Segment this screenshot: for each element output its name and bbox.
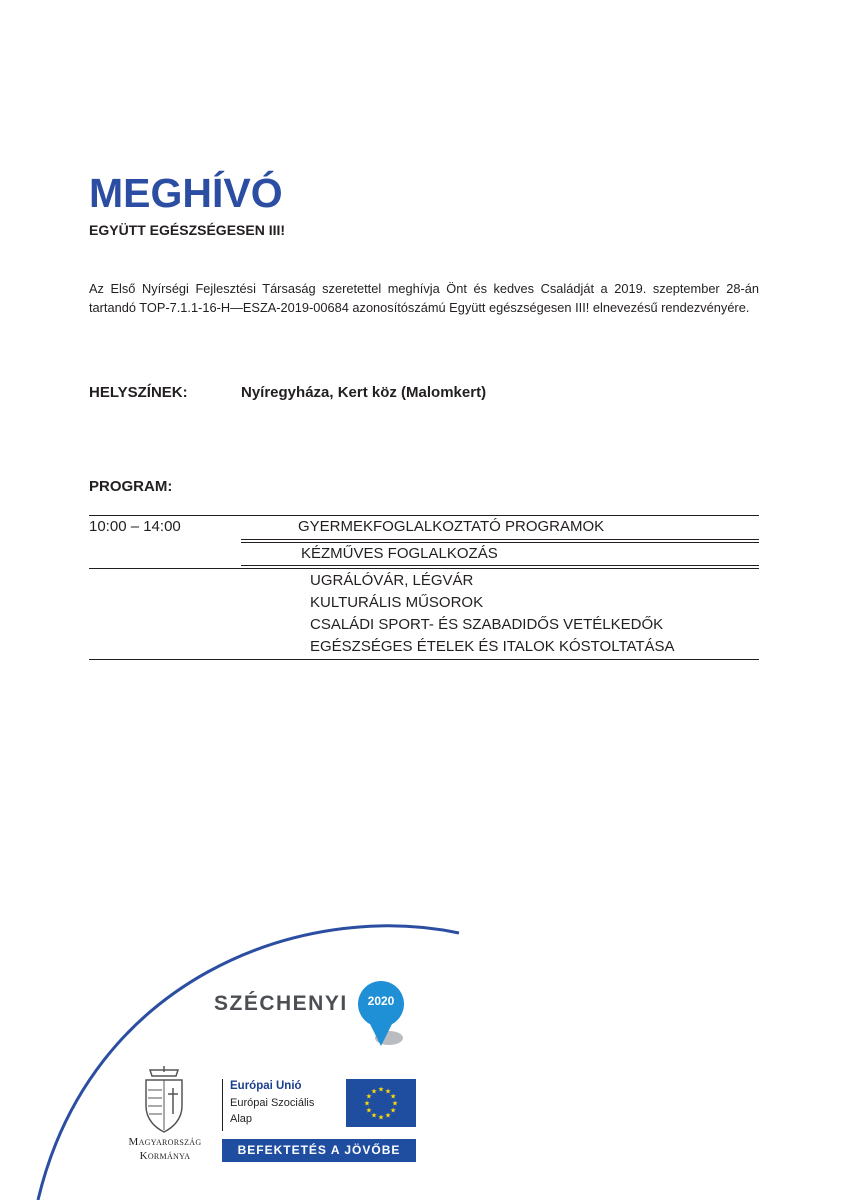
eu-star-icon: ★	[365, 1093, 373, 1101]
eu-star-icon: ★	[377, 1114, 385, 1122]
program-item: KÉZMŰVES FOGLALKOZÁS	[301, 545, 498, 562]
eu-star-icon: ★	[365, 1107, 373, 1115]
eu-star-icon: ★	[384, 1088, 392, 1096]
eu-flag-icon	[346, 1079, 416, 1127]
intro-paragraph: Az Első Nyírségi Fejlesztési Társaság szeretettel meghívja Önt és kedves Családját a 2019. szeptember 28-án tartandó TOP-7.1.1-16-H—ESZA-2019-00684 azonosítószámú Együtt egészségesen III! elnevezésű rendezvényére.	[89, 281, 759, 315]
eu-star-icon: ★	[377, 1086, 385, 1094]
eu-star-icon: ★	[363, 1100, 371, 1108]
invest-banner: BEFEKTETÉS A JÖVŐBE	[222, 1139, 416, 1162]
eu-title: Európai Unió	[230, 1080, 302, 1092]
eu-star-icon: ★	[389, 1093, 397, 1101]
location-label: HELYSZÍNEK:	[89, 384, 188, 401]
government-name-line1: Magyarország	[128, 1136, 202, 1148]
program-item: CSALÁDI SPORT- ÉS SZABADIDŐS VETÉLKEDŐK	[310, 616, 664, 633]
eu-star-icon: ★	[370, 1112, 378, 1120]
szechenyi-logo-text: SZÉCHENYI	[214, 992, 348, 1015]
eu-star-icon: ★	[370, 1088, 378, 1096]
program-item: EGÉSZSÉGES ÉTELEK ÉS ITALOK KÓSTOLTATÁSA	[310, 638, 675, 655]
eu-star-icon: ★	[391, 1100, 399, 1108]
coat-of-arms-icon	[138, 1066, 190, 1134]
eu-star-icon: ★	[389, 1107, 397, 1115]
program-label: PROGRAM:	[89, 478, 173, 495]
page-subtitle: EGYÜTT EGÉSZSÉGESEN III!	[89, 222, 286, 238]
eu-star-icon: ★	[384, 1112, 392, 1120]
eu-fund-line1: Európai Szociális	[230, 1097, 315, 1109]
program-time: 10:00 – 14:00	[89, 518, 181, 535]
eu-divider	[222, 1079, 223, 1131]
government-name-line2: Kormánya	[139, 1150, 191, 1162]
location-pin-icon	[356, 980, 408, 1050]
program-item: GYERMEKFOGLALKOZTATÓ PROGRAMOK	[298, 518, 605, 535]
program-item: KULTURÁLIS MŰSOROK	[310, 594, 484, 611]
page-title: MEGHÍVÓ	[89, 170, 283, 216]
program-item: UGRÁLÓVÁR, LÉGVÁR	[310, 572, 474, 589]
location-value: Nyíregyháza, Kert köz (Malomkert)	[241, 384, 487, 401]
eu-fund-line2: Alap	[230, 1113, 253, 1125]
szechenyi-year: 2020	[367, 994, 395, 1008]
